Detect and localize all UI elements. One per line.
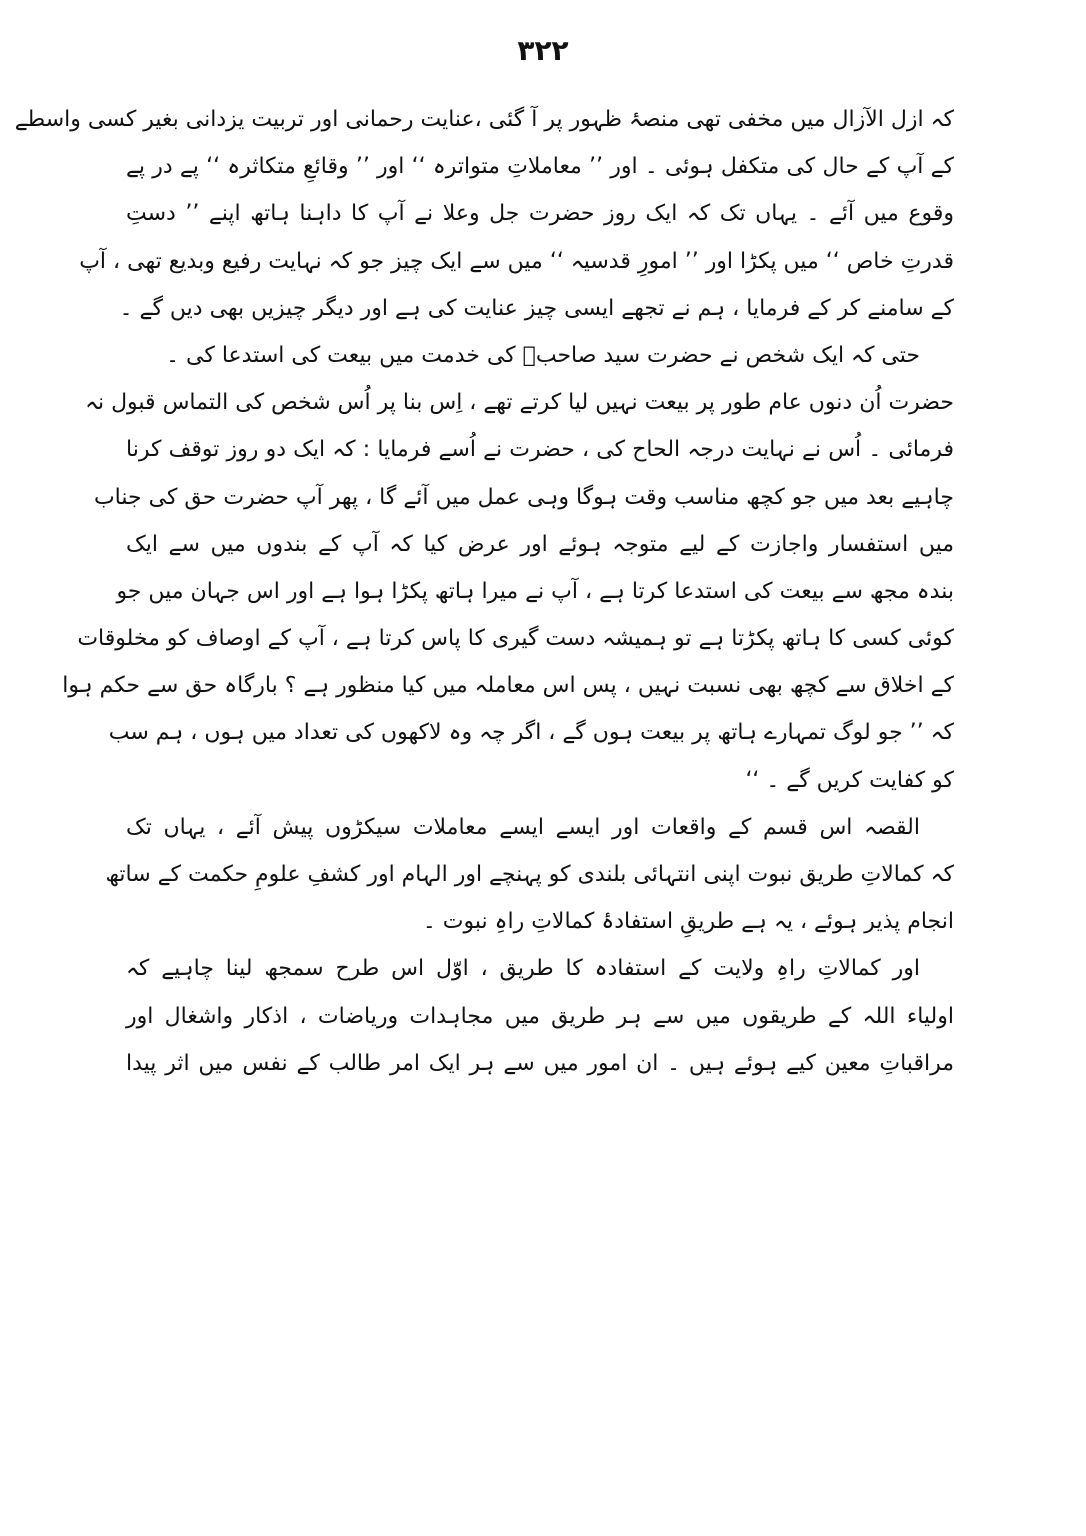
text-line: بندہ مجھ سے بیعت کی استدعا کرتا ہے ، آپ نے میرا ہاتھ پکڑا ہوا ہے اور اس جہان میں جو: [116, 578, 954, 604]
text-line: کے اخلاق سے کچھ بھی نسبت نہیں ، پس اس معاملہ میں کیا منظور ہے ؟ بارگاہ حق سے حکم ہوا: [62, 673, 954, 699]
text-line: کہ ’’ جو لوگ تمہارے ہاتھ پر بیعت ہوں گے ، اگر چہ وہ لاکھوں کی تعداد میں ہوں ، ہم سب: [108, 720, 954, 746]
text-line: کہ ازل الآزال میں مخفی تھی منصۂ ظہور پر آ گئی ،عنایت رحمانی اور تربیت یزدانی بغیر کسی واسطے: [14, 107, 954, 132]
text-line: فرمائی ۔ اُس نے نہایت درجہ الحاح کی ، حضرت نے اُسے فرمایا : کہ ایک دو روز توقف کرنا: [126, 437, 954, 463]
text-line: مراقباتِ معین کیے ہوئے ہیں ۔ ان امور میں سے ہر ایک امر طالب کے نفس میں اثر پیدا: [126, 1050, 954, 1076]
text-line: کے سامنے کر کے فرمایا ، ہم نے تجھے ایسی چیز عنایت کی ہے اور دیگر چیزیں بھی دیں گے ۔: [119, 295, 954, 321]
text-line: میں استفسار واجازت کے لیے متوجہ ہوئے اور عرض کیا کہ آپ کے بندوں میں سے ایک: [126, 531, 954, 557]
text-line: کوئی کسی کا ہاتھ پکڑتا ہے تو ہمیشہ دست گیری کا پاس کرتا ہے ، آپ کے اوصاف کو مخلوقات: [77, 626, 954, 652]
text-line: چاہیے بعد میں جو کچھ مناسب وقت ہوگا وہی عمل میں آئے گا ، پھر آپ حضرت حق کی جناب: [93, 484, 954, 510]
text-line: حضرت اُن دنوں عام طور پر بیعت نہیں لیا کرتے تھے ، اِس بنا پر اُس شخص کی التماس قبول نہ: [85, 390, 954, 416]
text-line: وقوع میں آئے ۔ یہاں تک کہ ایک روز حضرت جل وعلا نے آپ کا داہنا ہاتھ اپنے ’’ دستِ: [126, 201, 954, 227]
body-text: [14, 96, 954, 1087]
text-line: اور کمالاتِ راہِ ولایت کے استفادہ کا طریق ، اوّل اس طرح سمجھ لینا چاہیے کہ: [126, 956, 920, 982]
text-line: کو کفایت کریں گے ۔ ‘‘: [745, 767, 954, 793]
text-line: القصہ اس قسم کے واقعات اور ایسے ایسے معاملات سیکڑوں پیش آئے ، یہاں تک: [126, 814, 920, 840]
text-line: اولیاء اللہ کے طریقوں میں سے ہر طریق میں مجاہدات وریاضات ، اذکار واشغال اور: [126, 1003, 954, 1029]
text-line: کے آپ کے حال کی متکفل ہوئی ۔ اور ’’ معاملاتِ متواترہ ‘‘ اور ’’ وقائعِ متکاثرہ ‘‘ پے در پے: [126, 154, 954, 180]
text-line: حتی کہ ایک شخص نے حضرت سید صاحبؒ کی خدمت میں بیعت کی استدعا کی ۔: [166, 342, 920, 368]
text-line: انجام پذیر ہوئے ، یہ ہے طریقِ استفادۂ کمالاتِ راہِ نبوت ۔: [422, 909, 954, 935]
page-number: ۳۲۲: [517, 34, 569, 67]
text-line: قدرتِ خاص ‘‘ میں پکڑا اور ’’ امورِ قدسیہ ‘‘ میں سے ایک چیز جو کہ نہایت رفیع وبدیع تھی ، آپ: [79, 248, 954, 274]
text-line: کہ کمالاتِ طریق نبوت اپنی انتہائی بلندی کو پہنچے اور الہام اور کشفِ علومِ حکمت کے ساتھ: [105, 862, 954, 887]
